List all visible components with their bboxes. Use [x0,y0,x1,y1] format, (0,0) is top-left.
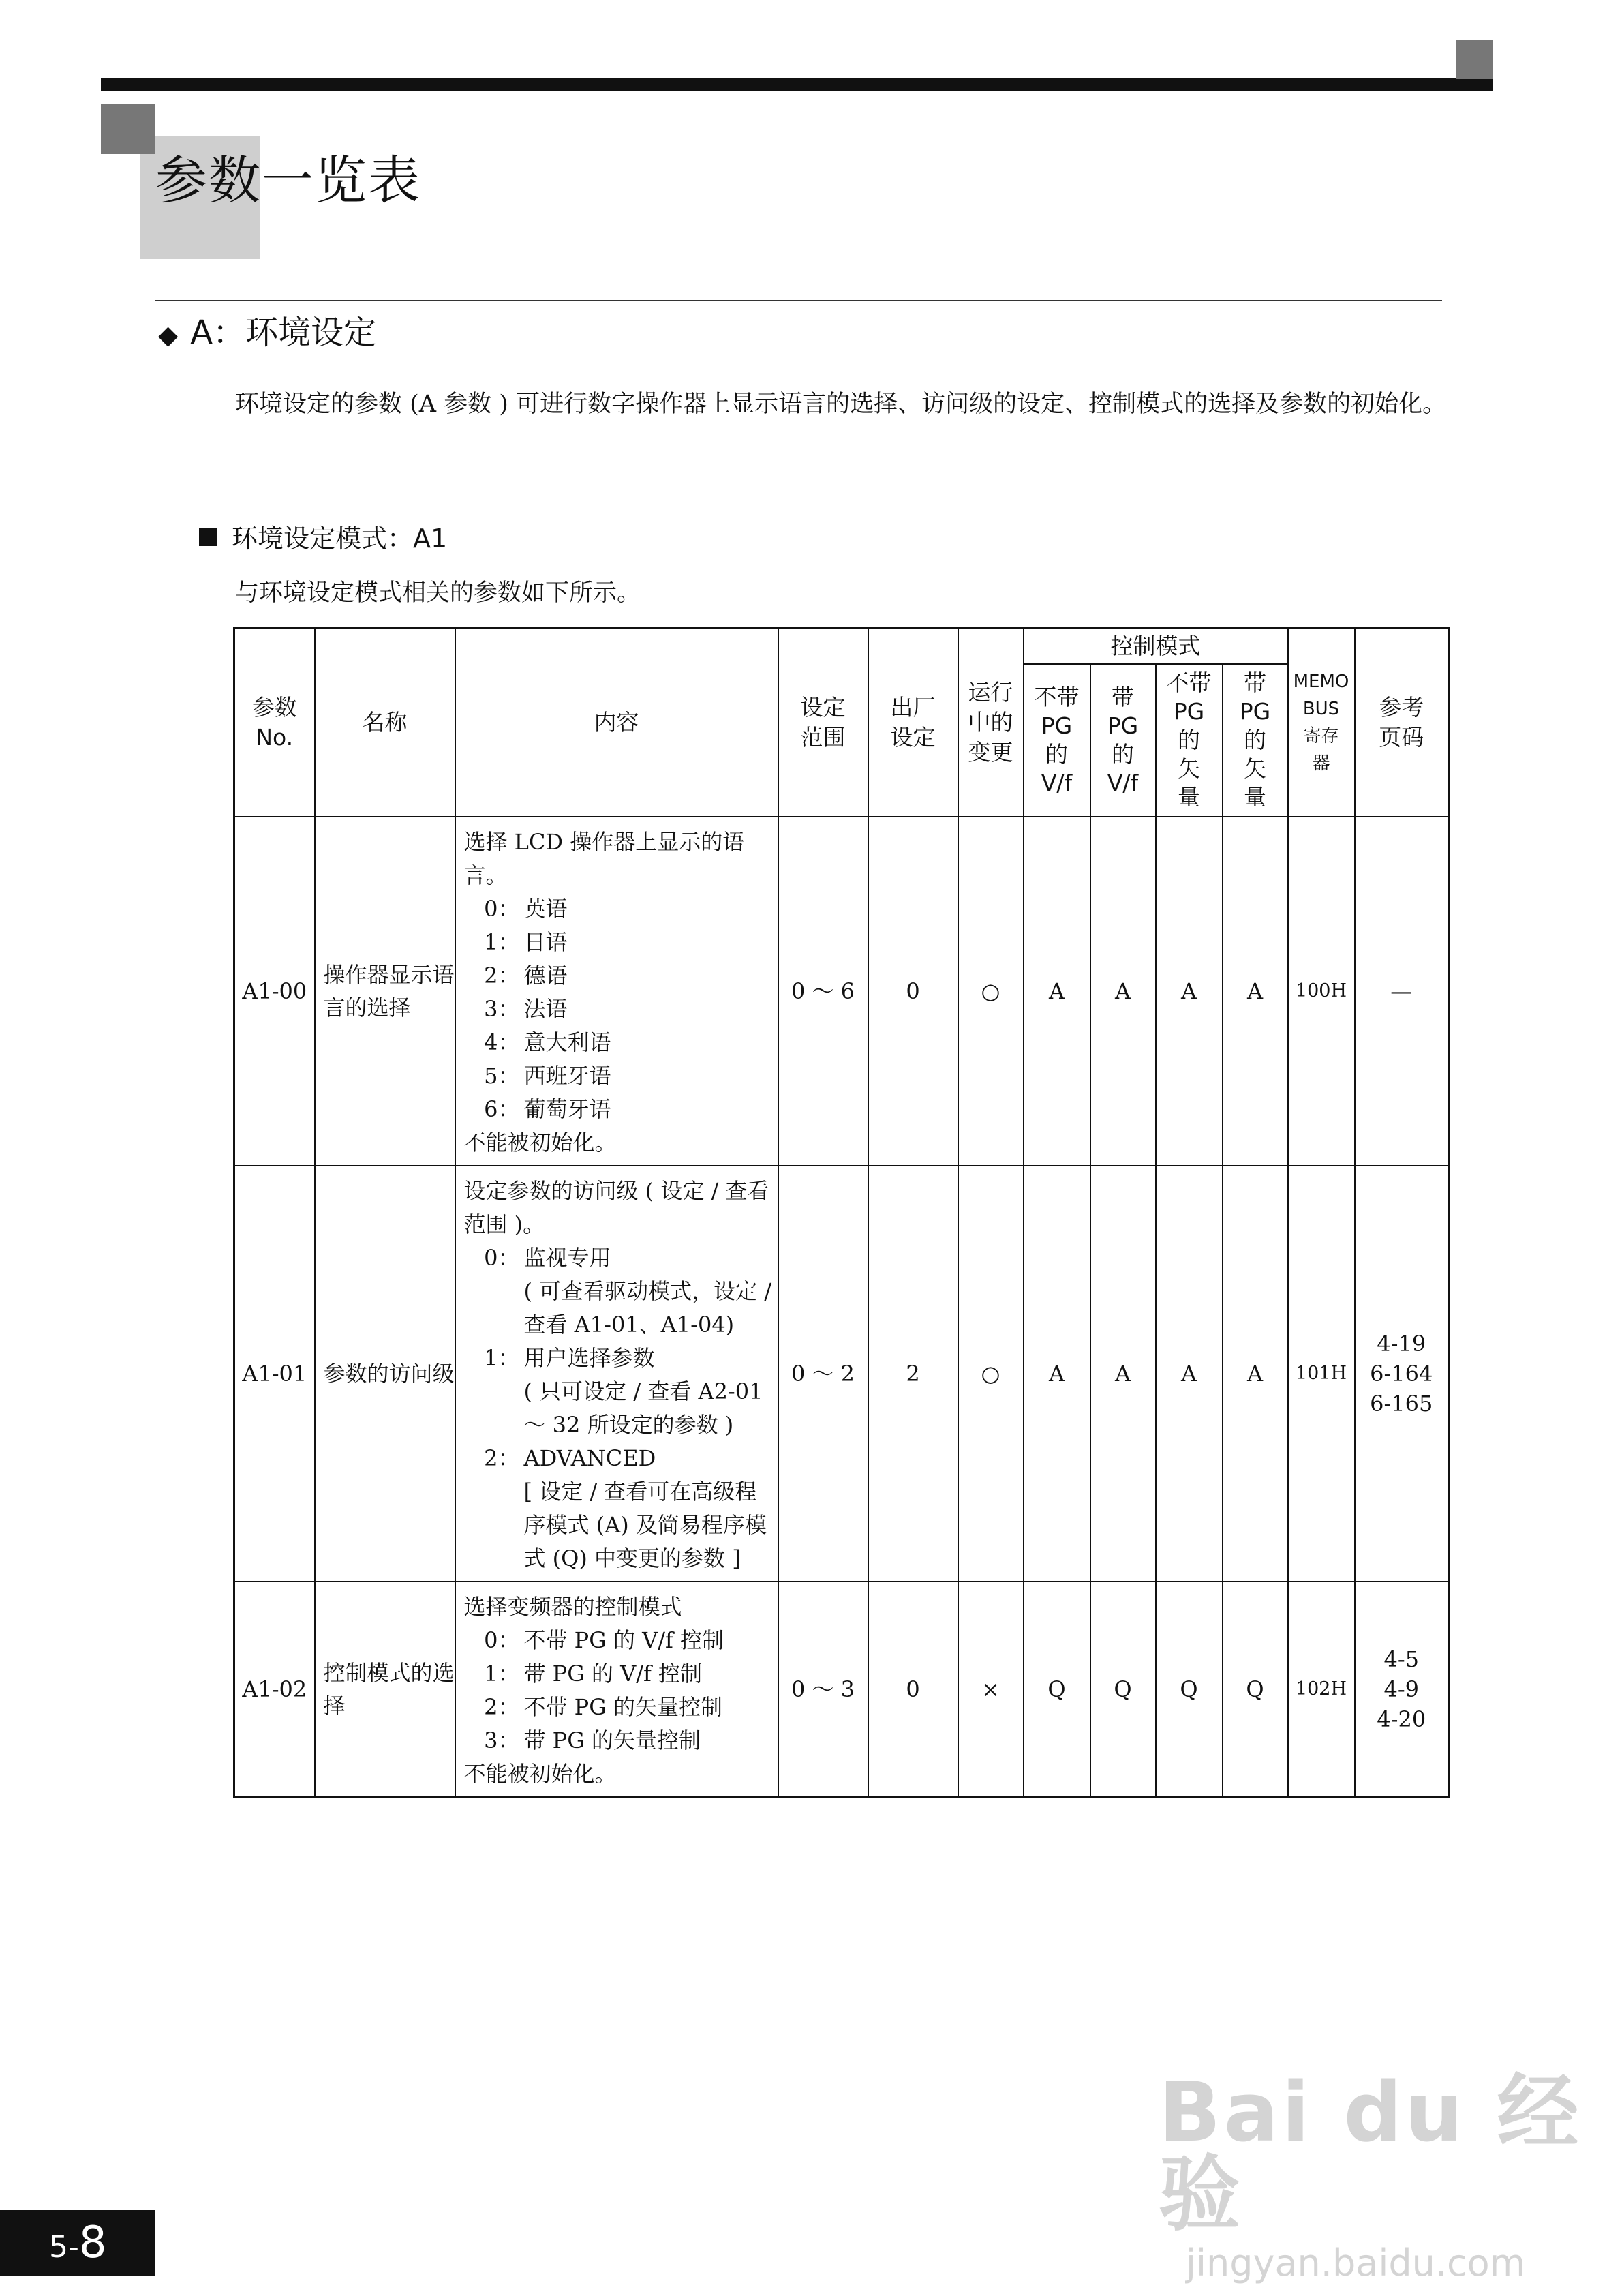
mode-cell-3: A [1156,817,1223,1166]
page-number [49,2210,107,2286]
header-default [868,629,958,817]
header-default-line: 出厂 [890,693,936,721]
param-name-cell: 操作器显示语言的选择 [315,817,455,1166]
header-mode-4 [1223,664,1288,817]
content-option [464,892,772,926]
option-number: 4 ： [464,1026,524,1059]
option-note: [ 设定 / 查看可在高级程序模式 (A) 及简易程序模式 (Q) 中变更的参数 ] [523,1478,767,1571]
ref-page-cell [1355,1166,1449,1582]
header-mode-line: 不带 [1166,669,1212,696]
param-content-cell [455,1166,778,1582]
change-running-cell: × [958,1582,1024,1798]
header-mode-line: 矢 [1244,755,1266,782]
header-ref-page [1355,629,1449,817]
option-text: 西班牙语 [523,1062,611,1089]
page-title: 参数一览表 [155,150,421,211]
option-number: 6 ： [464,1093,524,1126]
content-lead: 选择 LCD 操作器上显示的语言。 [463,828,745,888]
content-tail: 不能被初始化。 [463,1129,617,1155]
change-running-cell: ○ [958,817,1024,1166]
header-ref-line: 参考 [1379,693,1424,721]
header-mode-1 [1024,664,1090,817]
header-mode-line: PG [1239,697,1271,725]
ref-page-line: — [1390,978,1413,1004]
header-param-no [234,629,315,817]
header-mode-line: 的 [1178,726,1200,753]
option-text: 带 PG 的 V/f 控制 [523,1660,703,1687]
sub-heading-text: 环境设定模式：A1 [232,524,448,554]
option-number: 2 ： [464,1691,524,1724]
header-change-line: 变更 [968,738,1013,766]
header-mode-line: 带 [1112,683,1134,710]
mode-cell-2: A [1090,817,1156,1166]
range-cell: 0 ～ 3 [778,1582,868,1798]
option-text: 英语 [523,895,568,922]
option-text: 用户选择参数 [523,1344,655,1371]
param-name-cell: 参数的访问级 [315,1166,455,1582]
header-mode-line: 带 [1244,669,1266,696]
section-heading-text: A：环境设定 [190,314,377,352]
content-lead: 设定参数的访问级 ( 设定 / 查看范围 )。 [463,1177,769,1237]
table-row [234,1582,1449,1798]
watermark-url: jingyan.baidu.com [1186,2241,1526,2284]
ref-page-line: 4-9 [1383,1676,1420,1702]
content-option [464,1093,772,1126]
intro-paragraph: 环境设定的参数 (A 参数 ) 可进行数字操作器上显示语言的选择、访问级的设定、控制模式的选择及参数的初始化。 [235,391,1447,418]
header-memobus-line: BUS [1302,698,1340,719]
ref-page-cell [1355,1582,1449,1798]
default-cell: 0 [868,1582,958,1798]
mode-cell-3: Q [1156,1582,1223,1798]
mode-cell-2: A [1090,1166,1156,1582]
top-corner-square [1456,40,1493,79]
default-cell: 2 [868,1166,958,1582]
header-change-running [958,629,1024,817]
sub-intro-paragraph: 与环境设定模式相关的参数如下所示。 [235,579,641,607]
memobus-cell: 100H [1288,817,1355,1166]
option-text: 葡萄牙语 [523,1096,611,1122]
content-option [464,1241,772,1275]
header-memobus [1288,629,1355,817]
header-mode-line: 矢 [1178,755,1200,782]
content-option [464,1442,772,1475]
option-text: 带 PG 的矢量控制 [523,1727,701,1753]
page-number-value: 8 [78,2218,107,2268]
param-no-cell: A1-01 [234,1166,315,1582]
param-no-cell: A1-02 [234,1582,315,1798]
content-option [464,1657,772,1691]
memobus-cell: 101H [1288,1166,1355,1582]
mode-cell-3: A [1156,1166,1223,1582]
square-bullet-icon [199,528,217,546]
param-content-cell [455,817,778,1166]
option-number: 1 ： [464,1657,524,1691]
header-mode-3 [1156,664,1223,817]
option-text: ADVANCED [523,1445,656,1471]
param-name-cell: 控制模式的选择 [315,1582,455,1798]
content-option [464,993,772,1026]
header-param-no-line: 参数 [251,693,297,721]
title-corner-square [101,104,155,154]
header-mode-line: PG [1107,712,1139,739]
header-mode-line: PG [1173,697,1205,725]
header-content: 内容 [455,629,778,817]
option-text: 意大利语 [523,1029,611,1055]
mode-cell-4: A [1223,1166,1288,1582]
option-number: 3 ： [464,993,524,1026]
option-text: 监视专用 [523,1244,611,1271]
sub-heading [199,518,447,559]
option-number: 0 ： [464,1241,524,1275]
content-option [464,1691,772,1724]
content-option [464,1059,772,1093]
ref-page-line: 4-20 [1377,1706,1426,1732]
mode-cell-4: A [1223,817,1288,1166]
default-cell: 0 [868,817,958,1166]
option-text: 不带 PG 的 V/f 控制 [523,1627,724,1653]
header-default-line: 设定 [890,723,936,751]
header-change-line: 运行 [968,678,1013,706]
option-text: 不带 PG 的矢量控制 [523,1693,722,1720]
range-cell: 0 ～ 6 [778,817,868,1166]
parameter-table [233,627,1450,1798]
content-option [464,1724,772,1757]
header-mode-line: 的 [1244,726,1266,753]
change-running-cell: ○ [958,1166,1024,1582]
page-number-prefix: 5- [49,2230,79,2265]
option-number: 2 ： [464,1442,524,1475]
option-text: 日语 [523,928,568,955]
header-mode-line: V/f [1041,769,1073,796]
top-rule-bar [101,78,1493,91]
header-range [778,629,868,817]
option-number: 5 ： [464,1059,524,1093]
param-content-cell [455,1582,778,1798]
option-number: 0 ： [464,892,524,926]
mode-cell-1: A [1024,1166,1090,1582]
option-number: 3 ： [464,1724,524,1757]
diamond-bullet-icon: ◆ [158,320,179,350]
section-heading [158,308,376,359]
title-rule [155,300,1442,301]
watermark-logo: Bai du 经验 [1159,2066,1582,2242]
mode-cell-2: Q [1090,1582,1156,1798]
header-mode-line: V/f [1107,769,1139,796]
ref-page-line: 4-5 [1383,1646,1420,1672]
header-param-no-line: No. [256,723,294,751]
option-text: 法语 [523,995,568,1022]
header-mode-line: 不带 [1034,683,1080,710]
header-control-mode: 控制模式 [1024,629,1288,664]
content-option [464,926,772,959]
header-memobus-line: 器 [1312,753,1330,774]
content-option [464,1624,772,1657]
header-change-line: 中的 [968,708,1013,736]
option-note: ( 只可设定 / 查看 A2-01 ～ 32 所设定的参数 ) [523,1378,763,1438]
header-range-line: 范围 [800,723,846,751]
ref-page-line: 6-164 [1370,1360,1433,1387]
option-number: 1 ： [464,1342,524,1375]
param-no-cell: A1-00 [234,817,315,1166]
header-mode-line: PG [1041,712,1073,739]
header-memobus-line: 寄存 [1303,725,1339,746]
watermark [1159,2066,1622,2291]
header-mode-line: 量 [1178,783,1200,811]
content-option [464,1342,772,1375]
header-mode-line: 的 [1045,740,1068,768]
header-range-line: 设定 [800,693,846,721]
header-name: 名称 [315,629,455,817]
memobus-cell: 102H [1288,1582,1355,1798]
option-number: 2 ： [464,959,524,993]
option-note: ( 可查看驱动模式，设定 / 查看 A1-01、A1-04) [523,1278,772,1338]
option-number: 0 ： [464,1624,524,1657]
content-tail: 不能被初始化。 [463,1760,617,1787]
mode-cell-1: Q [1024,1582,1090,1798]
table-row [234,817,1449,1166]
table-row [234,1166,1449,1582]
content-lead: 选择变频器的控制模式 [463,1593,682,1620]
header-mode-line: 量 [1244,783,1266,811]
mode-cell-4: Q [1223,1582,1288,1798]
option-number: 1 ： [464,926,524,959]
ref-page-cell [1355,817,1449,1166]
header-mode-2 [1090,664,1156,817]
ref-page-line: 6-165 [1370,1390,1433,1417]
range-cell: 0 ～ 2 [778,1166,868,1582]
mode-cell-1: A [1024,817,1090,1166]
ref-page-line: 4-19 [1377,1330,1426,1357]
header-memobus-line: MEMO [1293,671,1349,692]
header-mode-line: 的 [1112,740,1134,768]
header-ref-line: 页码 [1379,723,1424,751]
content-option [464,1026,772,1059]
content-option [464,959,772,993]
option-text: 德语 [523,962,568,988]
table-body [234,817,1449,1798]
